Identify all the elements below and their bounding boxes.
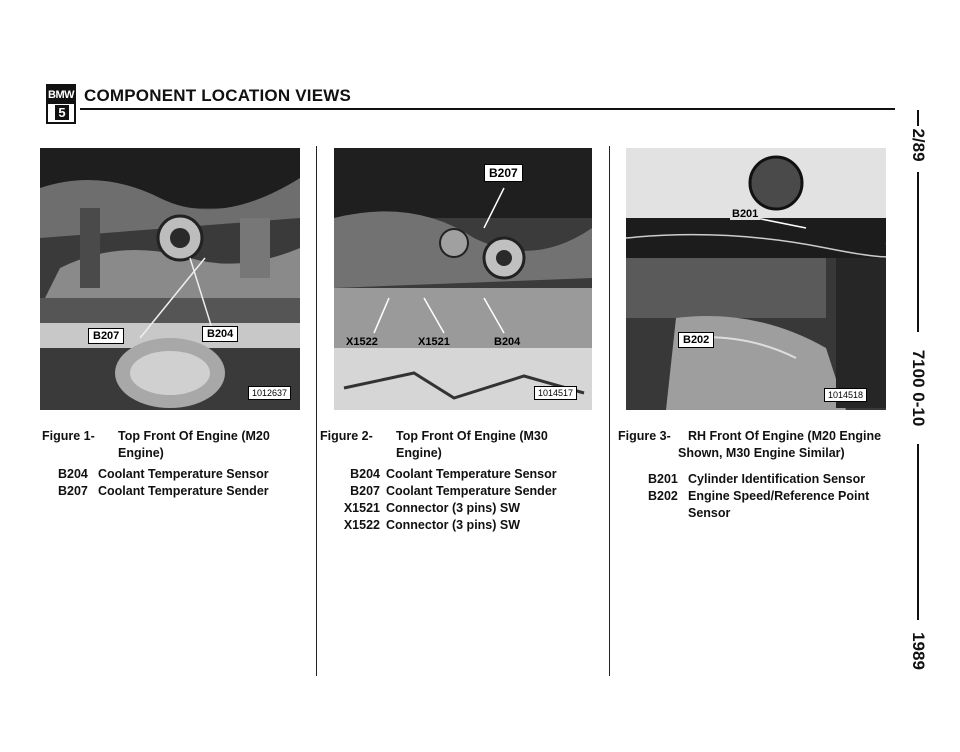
caption-line: Top Front Of Engine (M20 [118,429,270,443]
figure-2-legend [338,466,557,534]
engine-photo-illustration [626,148,886,410]
bmw-5-series-logo [46,84,76,124]
photo-reference-code: 1014518 [824,388,867,402]
margin-year: 1989 [909,632,928,670]
callout-b202: B202 [678,332,714,348]
legend-item [58,483,269,500]
engine-photo-illustration [40,148,300,410]
component-description: Coolant Temperature Sender [98,484,269,498]
margin-rule [917,172,919,332]
caption-line: Shown, M30 Engine Similar) [678,446,845,460]
figure-3-caption [618,428,908,462]
page-title: COMPONENT LOCATION VIEWS [84,86,352,105]
figure-1-caption [42,428,312,462]
caption-line: Engine) [118,446,164,460]
margin-date: 2/89 [909,128,928,162]
column-divider [609,146,610,676]
logo-series-number: 5 [55,105,69,120]
legend-item [648,488,869,505]
engine-photo-illustration [334,148,592,410]
legend-item [338,466,557,483]
callout-b201: B201 [732,208,759,220]
figure-2-caption [320,428,605,462]
header-rule [80,108,895,110]
callout-b207: B207 [88,328,124,344]
component-description: Sensor [688,506,731,520]
figure-label: Figure 2- [320,429,373,443]
component-description: Coolant Temperature Sensor [98,467,269,481]
component-description: Connector (3 pins) SW [386,518,521,532]
legend-item [648,471,869,488]
figure-3-legend [648,471,869,522]
callout-x1522: X1522 [346,336,378,348]
callout-b204: B204 [494,336,521,348]
logo-brand-text: BMW [48,86,74,104]
photo-reference-code: 1012637 [248,386,291,400]
component-description: Coolant Temperature Sender [386,484,557,498]
figure-3-photo [626,148,886,410]
caption-line: RH Front Of Engine (M20 Engine [688,429,882,443]
column-divider [316,146,317,676]
component-code: B202 [648,489,678,503]
legend-item [338,500,557,517]
legend-item [338,483,557,500]
component-code: B204 [350,467,380,481]
figure-1-photo [40,148,300,410]
margin-rule [917,444,919,620]
component-code: B207 [58,484,88,498]
figure-2-photo [334,148,592,410]
component-code: X1522 [343,518,380,532]
figure-1-legend [58,466,269,500]
component-description: Cylinder Identification Sensor [688,472,866,486]
figure-label: Figure 3- [618,429,671,443]
callout-b204: B204 [202,326,238,342]
legend-item-continued [648,505,869,522]
caption-line: Engine) [396,446,442,460]
callout-b207: B207 [484,164,523,182]
component-code: B201 [648,472,678,486]
figure-label: Figure 1- [42,429,95,443]
component-description: Engine Speed/Reference Point [688,489,870,503]
component-description: Connector (3 pins) SW [386,501,521,515]
margin-page-code: 7100 0-10 [909,349,928,427]
callout-x1521: X1521 [418,336,450,348]
component-description: Coolant Temperature Sensor [386,467,557,481]
component-code: X1521 [343,501,380,515]
legend-item [338,517,557,534]
margin-rule-top [917,110,919,126]
component-code: B204 [58,467,88,481]
caption-line: Top Front Of Engine (M30 [396,429,548,443]
legend-item [58,466,269,483]
component-code: B207 [350,484,380,498]
photo-reference-code: 1014517 [534,386,577,400]
